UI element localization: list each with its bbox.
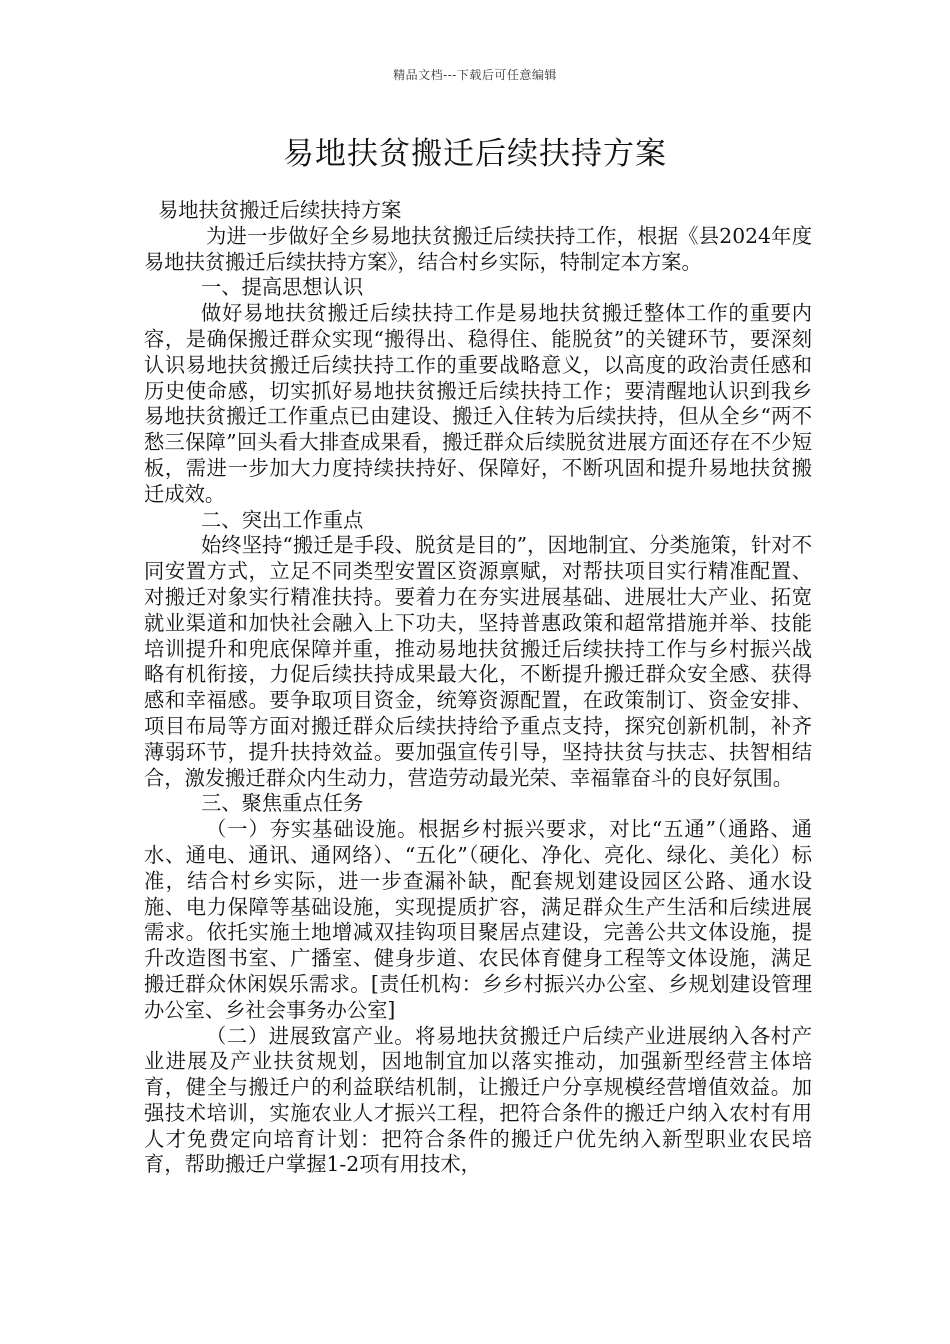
section-heading-2: 二、突出工作重点	[201, 507, 364, 532]
intro-paragraph: 为进一步做好全乡易地扶贫搬迁后续扶持工作，根据《县2024年度易地扶贫搬迁后续扶持方案》，结合村乡实际，特制定本方案。	[144, 223, 812, 274]
section-heading-3: 三、聚焦重点任务	[201, 791, 364, 816]
section-paragraph-1: 做好易地扶贫搬迁后续扶持工作是易地扶贫搬迁整体工作的重要内容，是确保搬迁群众实现“搬得出、稳得住、能脱贫”的关键环节，要深刻认识易地扶贫搬迁后续扶持工作的重要战略意义，以高度的政治责任感和历史使命感，切实抓好易地扶贫搬迁后续扶持工作；要清醒地认识到我乡易地扶贫搬迁工作重点已由建设、搬迁入住转为后续扶持，但从全乡“两不愁三保障”回头看大排查成果看，搬迁群众后续脱贫进展方面还存在不少短板，需进一步加大力度持续扶持好、保障好，不断巩固和提升易地扶贫搬迁成效。	[144, 301, 812, 506]
page-header: 精品文档---下载后可任意编辑	[393, 68, 557, 82]
section-heading-1: 一、提高思想认识	[201, 275, 364, 300]
task-paragraph-2: （二）进展致富产业。将易地扶贫搬迁户后续产业进展纳入各村产业进展及产业扶贫规划，因地制宜加以落实推动，加强新型经营主体培育，健全与搬迁户的利益联结机制，让搬迁户分享规模经营增值效益。加强技术培训，实施农业人才振兴工程，把符合条件的搬迁户纳入农村有用人才免费定向培育计划：把符合条件的搬迁户优先纳入新型职业农民培育，帮助搬迁户掌握1-2项有用技术，	[144, 1023, 812, 1177]
section-paragraph-2: 始终坚持“搬迁是手段、脱贫是目的”，因地制宜、分类施策，针对不同安置方式，立足不同类型安置区资源禀赋，对帮扶项目实行精准配置、对搬迁对象实行精准扶持。要着力在夯实进展基础、进展壮大产业、拓宽就业渠道和加快社会融入上下功夫，坚持普惠政策和超常措施并举、技能培训提升和兜底保障并重，推动易地扶贫搬迁后续扶持工作与乡村振兴战略有机衔接，力促后续扶持成果最大化，不断提升搬迁群众安全感、获得感和幸福感。要争取项目资金，统筹资源配置，在政策制订、资金安排、项目布局等方面对搬迁群众后续扶持给予重点支持，探究创新机制，补齐薄弱环节，提升扶持效益。要加强宣传引导，坚持扶贫与扶志、扶智相结合，激发搬迁群众内生动力，营造劳动最光荣、幸福靠奋斗的良好氛围。	[144, 533, 812, 790]
document-subtitle: 易地扶贫搬迁后续扶持方案	[158, 198, 402, 222]
task-paragraph-1: （一）夯实基础设施。根据乡村振兴要求，对比“五通”（通路、通水、通电、通讯、通网络）、“五化”（硬化、净化、亮化、绿化、美化）标准，结合村乡实际，进一步查漏补缺，配套规划建设园区公路、通水设施、电力保障等基础设施，实现提质扩容，满足群众生产生活和后续进展需求。依托实施土地增减双挂钩项目聚居点建设，完善公共文体设施，提升改造图书室、广播室、健身步道、农民体育健身工程等文体设施，满足搬迁群众休闲娱乐需求。[责任机构：乡乡村振兴办公室、乡规划建设管理办公室、乡社会事务办公室]	[144, 817, 812, 1022]
document-body	[144, 198, 812, 1178]
document-title: 易地扶贫搬迁后续扶持方案	[283, 136, 667, 172]
